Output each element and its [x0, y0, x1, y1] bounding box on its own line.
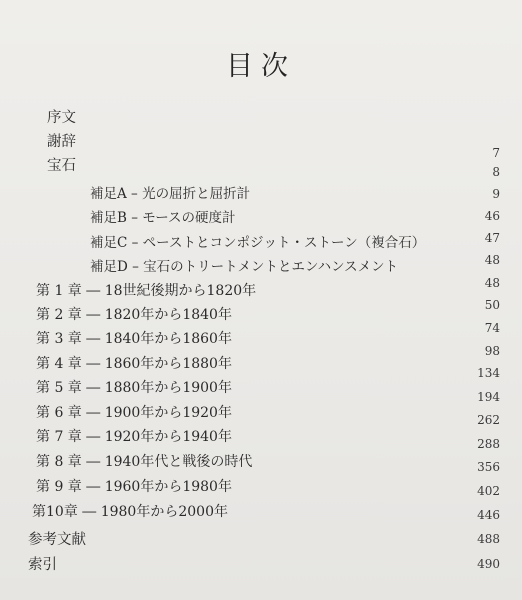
page-number: 194 [477, 390, 500, 404]
toc-entry-chapter-7: 第 7 章 ― 1920年から1940年 [36, 429, 232, 445]
page-number: 7 [492, 146, 500, 160]
page-number: 134 [477, 366, 500, 380]
toc-entry-acknowledgements: 謝辞 [47, 134, 76, 150]
toc-entry-chapter-6: 第 6 章 ― 1900年から1920年 [36, 405, 232, 421]
page-number: 356 [477, 460, 500, 474]
page-number: 46 [484, 209, 500, 223]
toc-entry-preface: 序文 [47, 110, 76, 126]
toc-entry-gemstones: 宝石 [47, 158, 76, 174]
page-number: 74 [484, 321, 500, 335]
toc-entry-chapter-9: 第 9 章 ― 1960年から1980年 [36, 479, 232, 495]
page-number: 8 [492, 165, 500, 179]
toc-entry-supplement-a: 補足A – 光の屈折と屈折計 [90, 186, 251, 202]
page-number: 48 [484, 276, 500, 290]
page-number: 48 [484, 253, 500, 267]
toc-entry-index: 索引 [28, 557, 57, 573]
page-number: 47 [484, 231, 500, 245]
toc-entry-chapter-4: 第 4 章 ― 1860年から1880年 [36, 356, 232, 372]
page-number: 262 [477, 413, 500, 427]
toc-entry-chapter-1: 第 1 章 ― 18世紀後期から1820年 [36, 283, 257, 299]
toc-title: 目次 [226, 51, 296, 82]
toc-entry-chapter-10: 第10章 ― 1980年から2000年 [32, 504, 228, 520]
toc-entry-chapter-3: 第 3 章 ― 1840年から1860年 [36, 331, 232, 347]
toc-entry-chapter-2: 第 2 章 ― 1820年から1840年 [36, 307, 232, 323]
page-number: 288 [477, 437, 500, 451]
toc-entry-supplement-c: 補足C – ペーストとコンポジット・ストーン（複合石） [90, 235, 426, 251]
toc-entry-bibliography: 参考文献 [28, 532, 86, 548]
page-number: 9 [492, 187, 500, 201]
page-number: 98 [484, 344, 500, 358]
page-number: 488 [477, 532, 500, 546]
toc-entry-supplement-d: 補足D – 宝石のトリートメントとエンハンスメント [90, 259, 399, 275]
toc-entry-supplement-b: 補足B – モースの硬度計 [90, 210, 236, 226]
toc-entry-chapter-8: 第 8 章 ― 1940年代と戦後の時代 [36, 454, 253, 470]
page-number: 50 [484, 298, 500, 312]
page-number: 402 [477, 484, 500, 498]
toc-entry-chapter-5: 第 5 章 ― 1880年から1900年 [36, 380, 232, 396]
page-number: 446 [477, 508, 500, 522]
page-number: 490 [477, 557, 500, 571]
